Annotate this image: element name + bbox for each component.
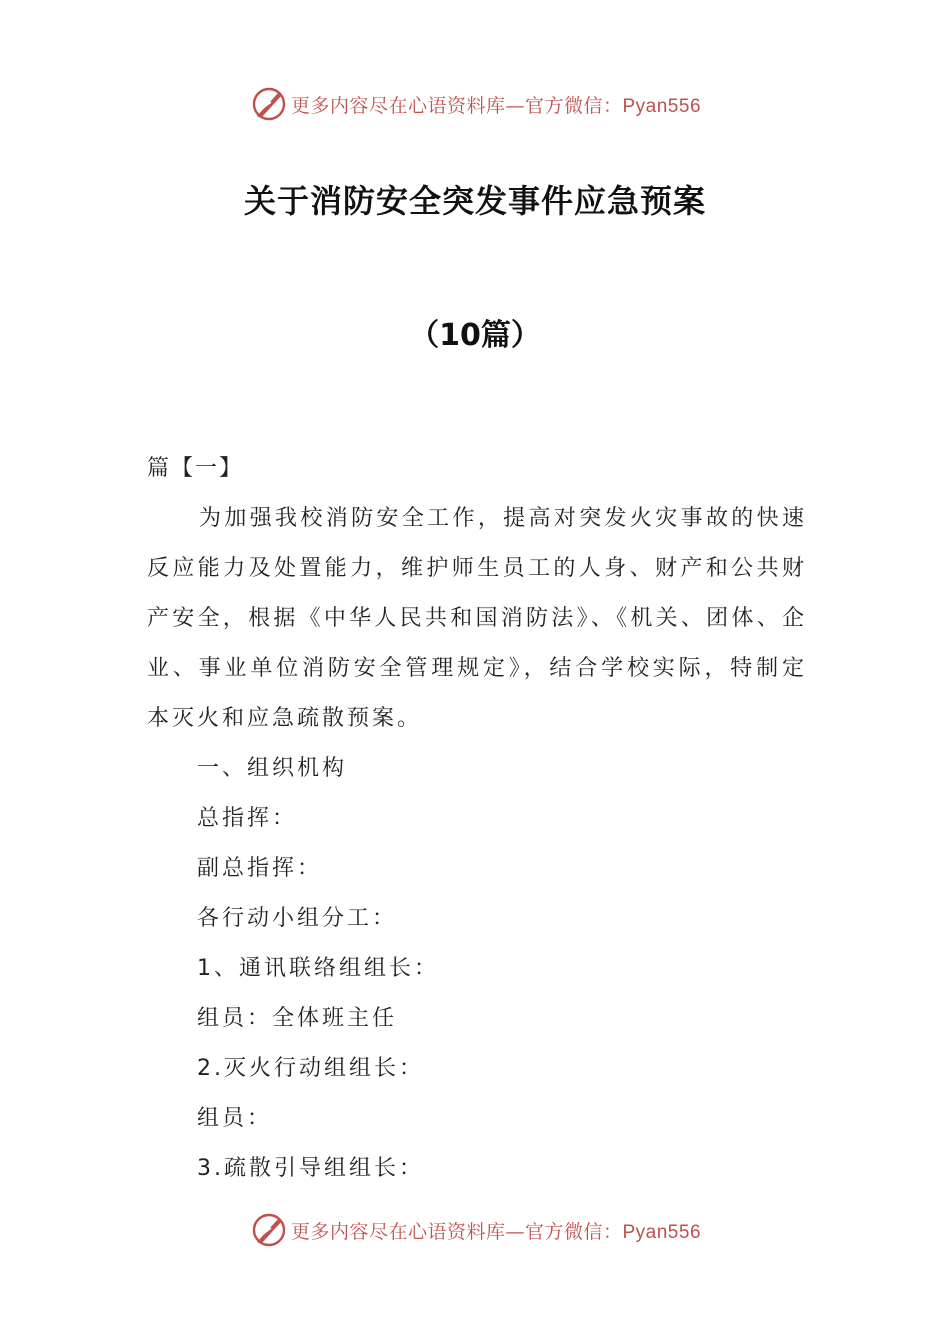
header-banner-text: [291, 91, 701, 118]
footer-banner: [0, 1208, 950, 1252]
quill-logo-icon: [249, 84, 289, 124]
body-line-deputy-commander: 副总指挥：: [197, 856, 323, 881]
footer-banner-wechat: Pyan556: [622, 1221, 702, 1243]
body-line-comm-leader: 1、通讯联络组组长：: [197, 956, 439, 981]
footer-banner-label: 更多内容尽在心语资料库—官方微信：: [290, 1220, 623, 1243]
body-line-groups: 各行动小组分工：: [197, 906, 398, 931]
document-subtitle: （10篇）: [409, 318, 541, 353]
header-banner: [0, 82, 950, 126]
footer-banner-text: [291, 1217, 701, 1244]
document-body: [147, 444, 807, 1194]
body-line-org: 一、组织机构: [197, 756, 348, 781]
body-line-comm-members: 组员：全体班主任: [197, 1006, 398, 1031]
section-label: 篇【一】: [147, 456, 244, 481]
body-line-evac-leader: 3.疏散引导组组长：: [197, 1156, 424, 1181]
document-title: 关于消防安全突发事件应急预案: [243, 182, 706, 220]
body-line-commander: 总指挥：: [197, 806, 298, 831]
intro-paragraph: 为加强我校消防安全工作，提高对突发火灾事故的快速反应能力及处置能力，维护师生员工的人身、财产和公共财产安全，根据《中华人民共和国消防法》、《机关、团体、企业、事业单位消防安全管理规定》，结合学校实际，特制定本灭火和应急疏散预案。: [147, 506, 807, 731]
body-line-fire-members: 组员：: [197, 1106, 273, 1131]
body-line-fire-leader: 2.灭火行动组组长：: [197, 1056, 424, 1081]
quill-logo-icon: [249, 1210, 289, 1250]
header-banner-label: 更多内容尽在心语资料库—官方微信：: [290, 94, 623, 117]
header-banner-wechat: Pyan556: [622, 95, 702, 117]
